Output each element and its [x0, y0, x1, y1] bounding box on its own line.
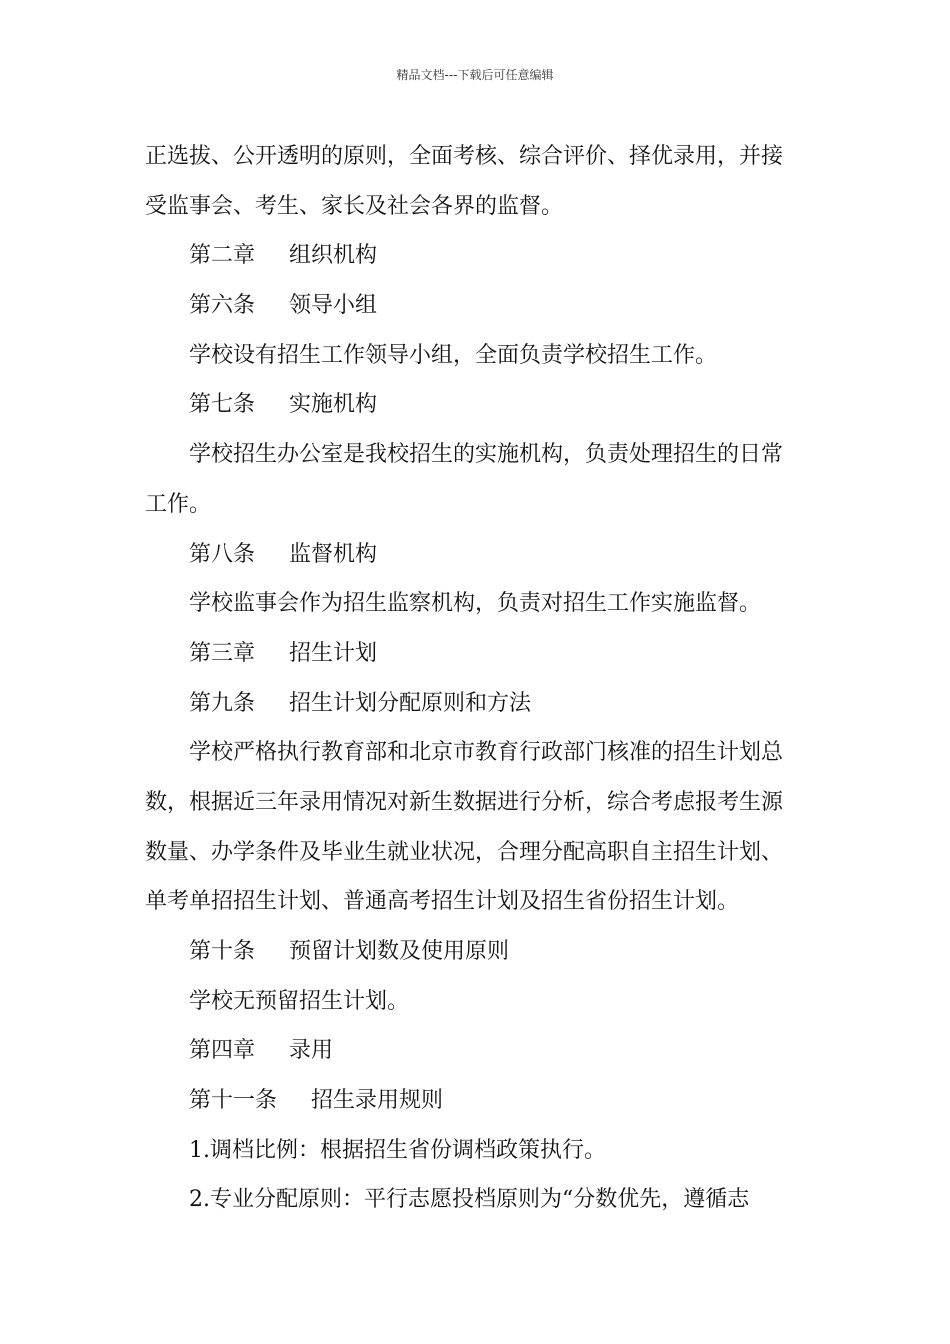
paragraph-line: 数，根据近三年录用情况对新生数据进行分析，综合考虑报考生源: [145, 789, 784, 815]
chapter-number: 第三章: [189, 640, 256, 666]
paragraph-line: 数量、办学条件及毕业生就业状况，合理分配高职自主招生计划、: [145, 839, 784, 865]
paragraph-line: 学校招生办公室是我校招生的实施机构，负责处理招生的日常: [189, 442, 784, 468]
paragraph-line: 正选拔、公开透明的原则，全面考核、综合评价、择优录用，并接: [145, 144, 784, 169]
article-title: 预留计划数及使用原则: [289, 939, 510, 964]
paragraph-line: 单考单招招生计划、普通高考招生计划及招生省份招生计划。: [145, 889, 740, 915]
article-number: 第七条: [189, 392, 256, 418]
article-title: 实施机构: [289, 392, 378, 418]
article-heading: [145, 380, 810, 430]
chapter-heading: [145, 629, 810, 679]
article-title: 招生计划分配原则和方法: [289, 690, 532, 716]
article-number: 第十一条: [189, 1088, 278, 1114]
chapter-heading: [145, 1026, 810, 1076]
chapter-number: 第二章: [189, 243, 256, 269]
article-title: 招生录用规则: [311, 1088, 444, 1114]
document-body: [145, 132, 810, 1225]
article-title: 监督机构: [289, 541, 378, 567]
article-heading: [145, 679, 810, 729]
article-heading: [145, 927, 810, 977]
paragraph-line: 2.专业分配原则：平行志愿投档原则为“分数优先，遵循志: [189, 1187, 750, 1213]
chapter-title: 组织机构: [289, 243, 378, 269]
article-heading: [145, 1076, 810, 1126]
page-header: 精品文档---下载后可任意编辑: [396, 68, 554, 82]
article-heading: [145, 281, 810, 331]
article-number: 第八条: [189, 541, 256, 567]
chapter-title: 招生计划: [289, 640, 378, 666]
paragraph-line: 学校无预留招生计划。: [189, 988, 410, 1014]
paragraph-line: 学校严格执行教育部和北京市教育行政部门核准的招生计划总: [189, 740, 784, 766]
article-title: 领导小组: [289, 293, 378, 319]
paragraph-line: 学校设有招生工作领导小组，全面负责学校招生工作。: [189, 342, 718, 368]
article-number: 第十条: [189, 939, 256, 964]
paragraph-line: 受监事会、考生、家长及社会各界的监督。: [145, 193, 564, 219]
chapter-number: 第四章: [189, 1038, 256, 1064]
chapter-heading: [145, 231, 810, 281]
paragraph-line: 1.调档比例：根据招生省份调档政策执行。: [189, 1137, 606, 1163]
article-heading: [145, 530, 810, 580]
paragraph-line: 工作。: [145, 491, 212, 517]
chapter-title: 录用: [289, 1038, 334, 1064]
paragraph-line: 学校监事会作为招生监察机构，负责对招生工作实施监督。: [189, 591, 762, 617]
article-number: 第九条: [189, 690, 256, 716]
article-number: 第六条: [189, 293, 256, 319]
